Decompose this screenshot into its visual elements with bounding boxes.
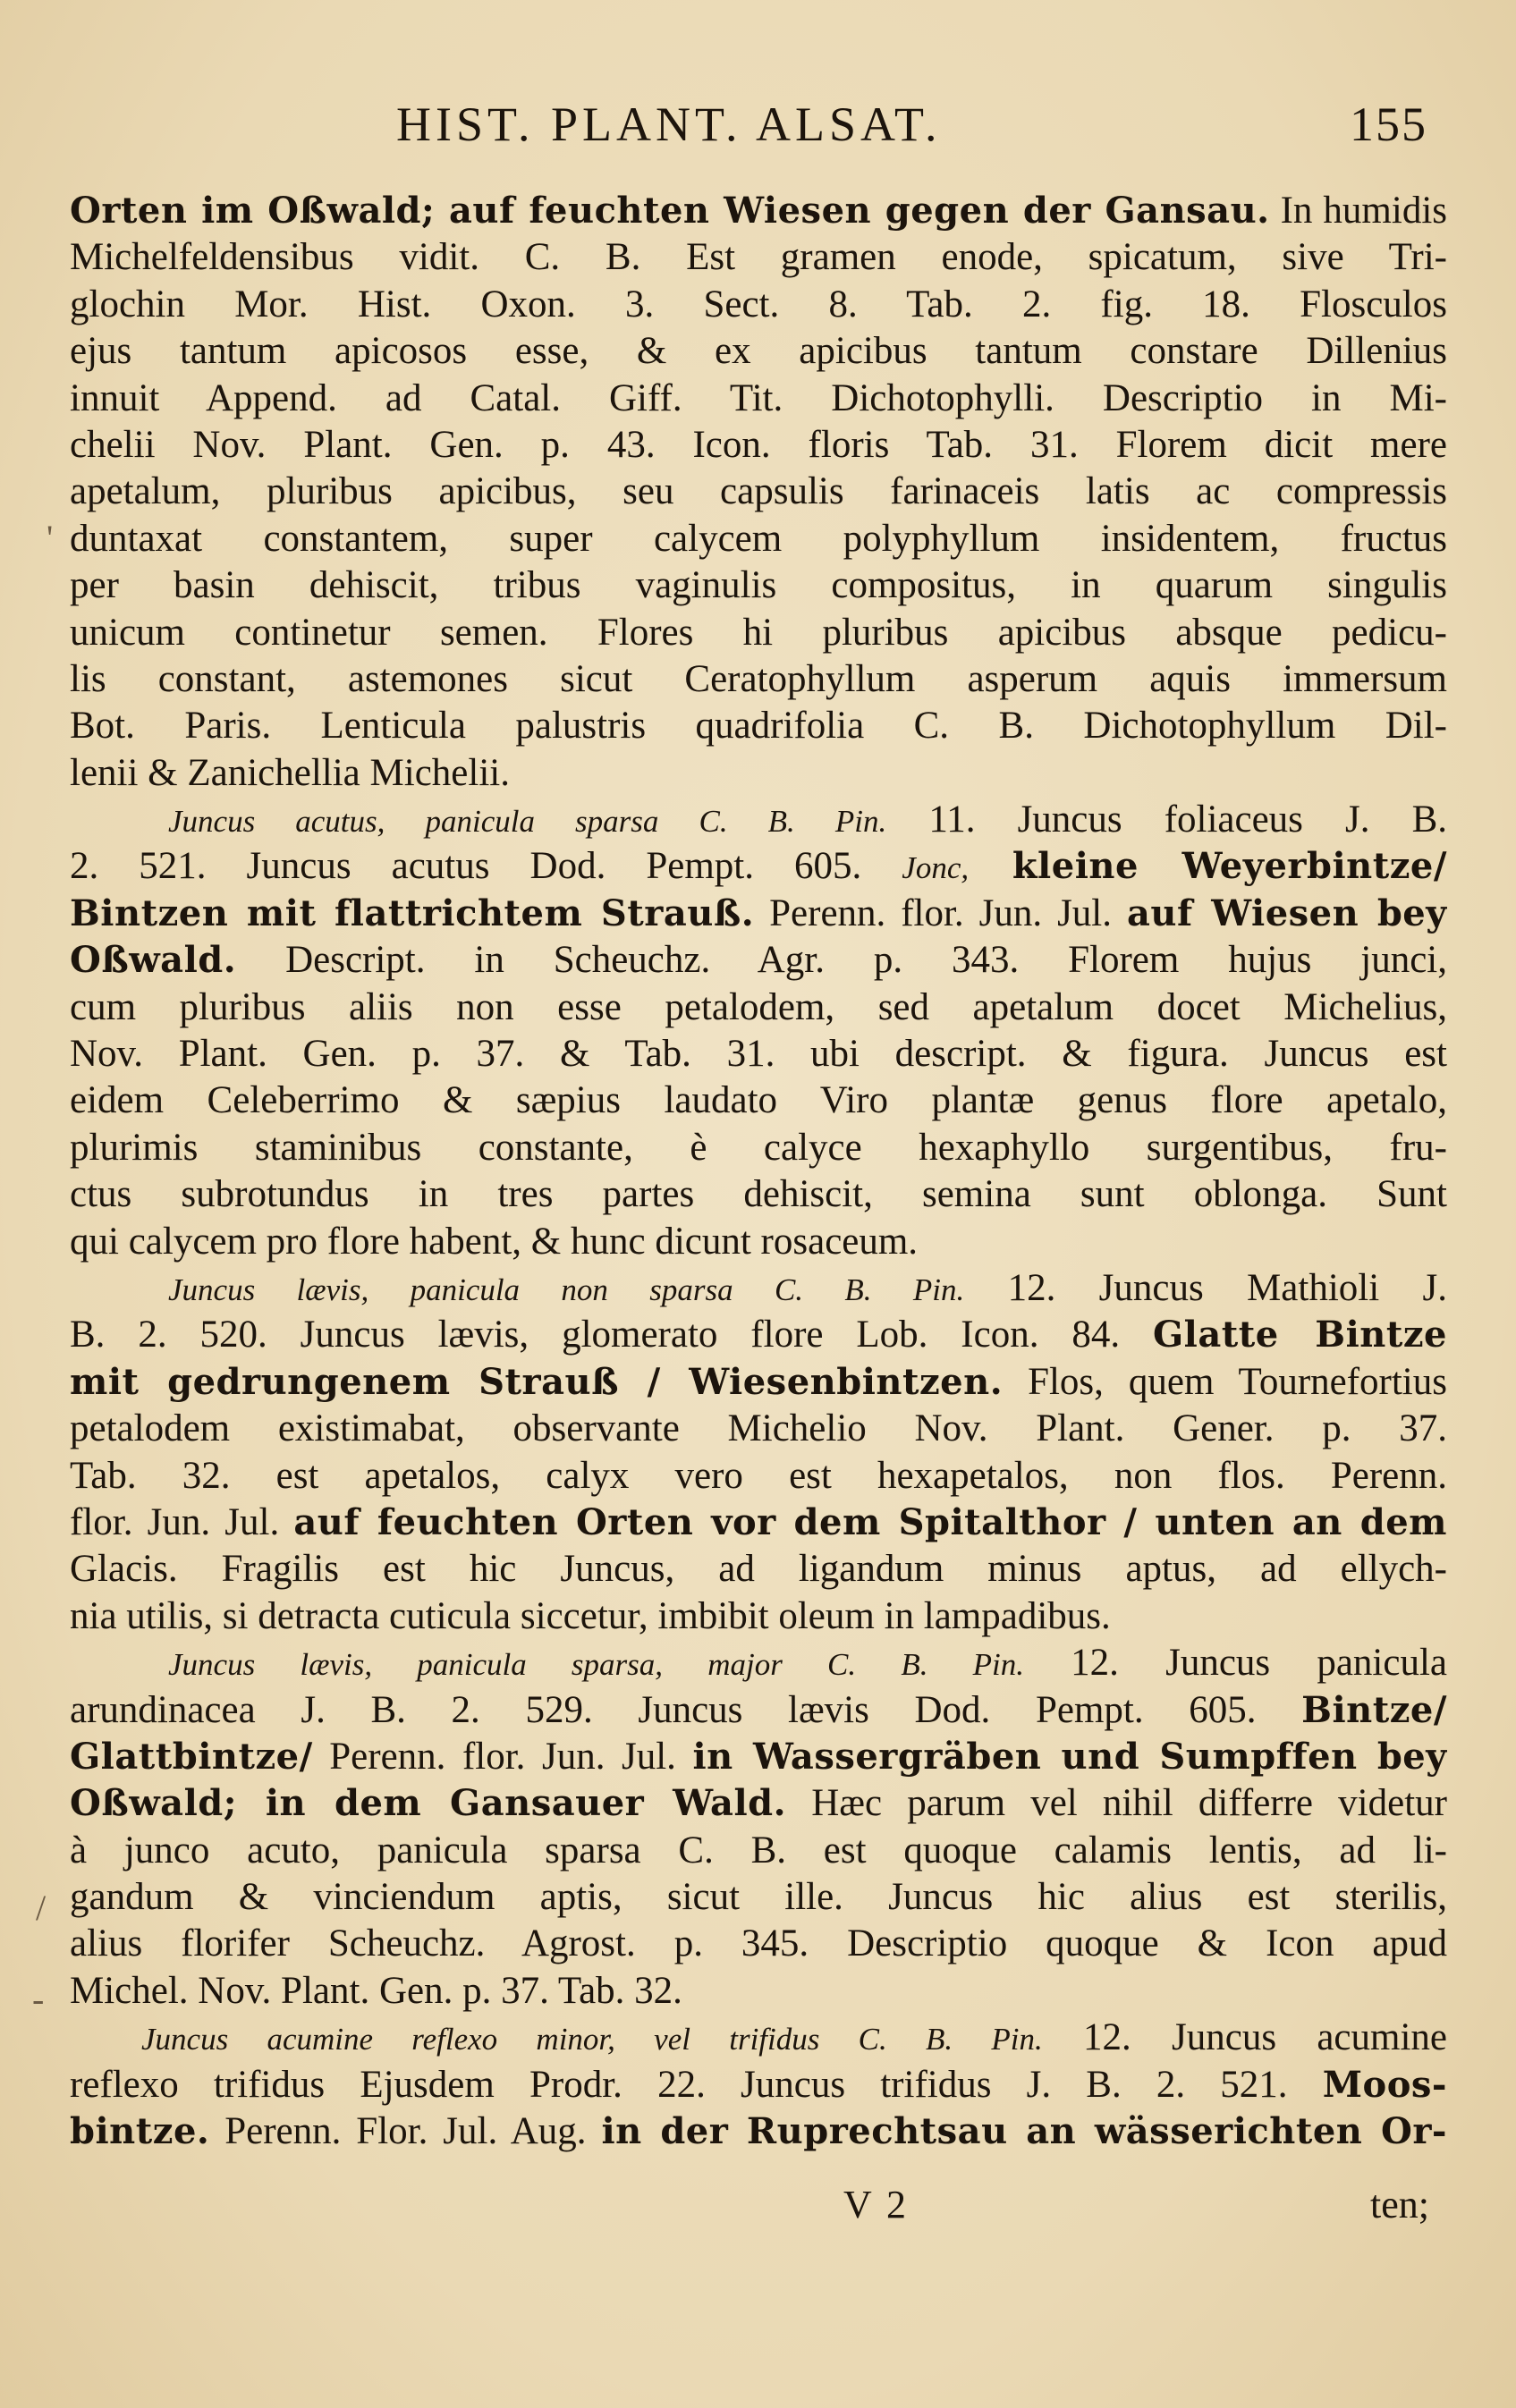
roman-text: Nov. Plant. Gen. p. 37. & Tab. 31. ubi descript. & figura. Juncus est	[70, 1033, 1447, 1076]
italic-text: Juncus acumine reflexo minor, vel trifidus C. B. Pin.	[141, 2022, 1043, 2057]
text-line	[70, 2062, 1447, 2108]
roman-text: Flos, quem Tournefortius	[1003, 1360, 1447, 1403]
text-line	[70, 422, 1447, 469]
text-line	[70, 282, 1447, 328]
fraktur-text: Glatte Bintze	[1153, 1314, 1447, 1356]
roman-text: unicum continetur semen. Flores hi pluribus apicibus absque pedicu-	[70, 611, 1447, 654]
roman-text: glochin Mor. Hist. Oxon. 3. Sect. 8. Tab. 2. fig. 18. Flosculos	[70, 283, 1447, 325]
text-line	[70, 2108, 1447, 2155]
text-line	[70, 1125, 1447, 1171]
roman-text: innuit Append. ad Catal. Giff. Tit. Dichotophylli. Descriptio in Mi-	[70, 376, 1447, 419]
roman-text: chelii Nov. Plant. Gen. p. 43. Icon. floris Tab. 31. Florem dicit mere	[70, 423, 1447, 466]
roman-text: flor. Jun. Jul.	[70, 1500, 294, 1543]
fraktur-text: auf feuchten Orten vor dem Spitalthor / unten an dem	[293, 1500, 1447, 1543]
text-line	[70, 1734, 1447, 1780]
roman-text: gandum & vinciendum aptis, sicut ille. Juncus hic alius est sterilis,	[70, 1876, 1447, 1919]
italic-text: Juncus lævis, panicula sparsa, major C. B. Pin.	[168, 1647, 1024, 1683]
roman-text: reflexo trifidus Ejusdem Prodr. 22. Juncus trifidus J. B. 2. 521.	[70, 2063, 1323, 2106]
roman-text: qui calycem pro flore habent, & hunc dicunt rosaceum.	[70, 1220, 919, 1263]
roman-text: Perenn. flor. Jun. Jul.	[312, 1735, 693, 1778]
text-line	[70, 1359, 1447, 1406]
fraktur-text: kleine Weyerbintze/	[969, 845, 1447, 888]
text-line	[70, 562, 1447, 609]
fraktur-text: in Wassergräben und Sumpffen bey	[692, 1735, 1447, 1778]
signature-mark: V 2	[843, 2183, 909, 2226]
roman-text: Tab. 32. est apetalos, calyx vero est hexapetalos, non flos. Perenn.	[70, 1454, 1447, 1497]
roman-text: 2. 521. Juncus acutus Dod. Pempt. 605.	[70, 845, 902, 888]
fraktur-text: Oßwald; in dem Gansauer Wald.	[70, 1782, 787, 1825]
fraktur-text: Bintze/	[1301, 1688, 1447, 1731]
text-line	[70, 469, 1447, 515]
text-line	[70, 891, 1447, 937]
fraktur-text: Moos-	[1322, 2063, 1447, 2106]
text-line	[70, 1780, 1447, 1827]
text-line	[70, 1171, 1447, 1218]
fraktur-text: Bintzen mit flattrichtem Strauß.	[70, 891, 755, 934]
running-header	[70, 97, 1447, 168]
fraktur-text: in der Ruprechtsau an wässerichten Or-	[601, 2110, 1447, 2153]
roman-text: lis constant, astemones sicut Ceratophyllum asperum aquis immersum	[70, 657, 1447, 700]
text-line	[70, 937, 1447, 984]
roman-text: lenii & Zanichellia Michelii.	[70, 751, 510, 794]
text-line	[70, 1453, 1447, 1500]
text-line	[70, 328, 1447, 375]
roman-text: ejus tantum apicosos esse, & ex apicibus tantum constare Dillenius	[70, 330, 1447, 373]
text-line	[70, 1312, 1447, 1358]
page-footer	[70, 2182, 1447, 2235]
text-line	[70, 797, 1447, 843]
text-line	[70, 1687, 1447, 1734]
text-line	[70, 1265, 1447, 1312]
roman-text: petalodem existimabat, observante Michelio Nov. Plant. Gener. p. 37.	[70, 1407, 1447, 1450]
roman-text: Descript. in Scheuchz. Agr. p. 343. Florem hujus junci,	[236, 939, 1447, 982]
catchword: ten;	[1370, 2183, 1429, 2226]
roman-text: 12. Juncus Mathioli J.	[964, 1266, 1447, 1309]
roman-text: Hæc parum vel nihil differre videtur	[786, 1782, 1447, 1825]
fraktur-text: auf Wiesen bey	[1126, 891, 1447, 934]
fraktur-text: Oßwald.	[70, 939, 237, 982]
text-line	[70, 656, 1447, 703]
margin-tick: /	[36, 1888, 47, 1928]
roman-text: 12. Juncus panicula	[1023, 1642, 1447, 1685]
roman-text: Michel. Nov. Plant. Gen. p. 37. Tab. 32.	[70, 1969, 682, 2012]
roman-text: In humidis	[1269, 190, 1447, 232]
text-line	[70, 1968, 1447, 2015]
page-number: 155	[1350, 97, 1427, 151]
text-line	[70, 1406, 1447, 1452]
roman-text: Perenn. flor. Jun. Jul.	[754, 891, 1127, 934]
fraktur-text: Orten im Oßwald; auf feuchten Wiesen gegen der Gansau.	[70, 190, 1270, 232]
roman-text: per basin dehiscit, tribus vaginulis compositus, in quarum singulis	[70, 564, 1447, 607]
text-line	[70, 1874, 1447, 1921]
text-line	[70, 188, 1447, 234]
running-title: HIST. PLANT. ALSAT.	[396, 97, 942, 151]
roman-text: nia utilis, si detracta cuticula siccetur, imbibit oleum in lampadibus.	[70, 1594, 1111, 1637]
roman-text: Perenn. Flor. Jul. Aug.	[209, 2110, 602, 2153]
roman-text: eidem Celeberrimo & sæpius laudato Viro plantæ genus flore apetalo,	[70, 1079, 1447, 1122]
text-line	[70, 1593, 1447, 1640]
roman-text: Michelfeldensibus vidit. C. B. Est gramen enode, spicatum, sive Tri-	[70, 236, 1447, 279]
margin-tick: '	[47, 518, 54, 558]
italic-text: Juncus acutus, panicula sparsa C. B. Pin.	[168, 804, 887, 840]
roman-text: arundinacea J. B. 2. 529. Juncus lævis Dod. Pempt. 605.	[70, 1688, 1302, 1731]
text-line	[70, 1828, 1447, 1874]
fraktur-text: Glattbintze/	[70, 1735, 313, 1778]
fraktur-text: bintze.	[70, 2110, 210, 2153]
roman-text: B. 2. 520. Juncus lævis, glomerato flore Lob. Icon. 84.	[70, 1314, 1154, 1356]
text-line	[70, 376, 1447, 422]
roman-text: 12. Juncus acumine	[1042, 2016, 1447, 2059]
text-line	[70, 1077, 1447, 1124]
roman-text: Bot. Paris. Lenticula palustris quadrifolia C. B. Dichotophyllum Dil-	[70, 705, 1447, 748]
text-line	[70, 234, 1447, 281]
text-line	[70, 1640, 1447, 1686]
roman-text: ctus subrotundus in tres partes dehiscit, semina sunt oblonga. Sunt	[70, 1173, 1447, 1216]
text-line	[70, 516, 1447, 562]
roman-text: à junco acuto, panicula sparsa C. B. est quoque calamis lentis, ad li-	[70, 1829, 1447, 1871]
text-line	[70, 1500, 1447, 1546]
text-line	[70, 703, 1447, 749]
text-line	[70, 1921, 1447, 1967]
text-line	[70, 1546, 1447, 1593]
text-line	[70, 610, 1447, 656]
page-body-text	[70, 188, 1447, 2155]
text-line	[70, 2015, 1447, 2061]
text-line	[70, 984, 1447, 1031]
text-line	[70, 750, 1447, 797]
roman-text: apetalum, pluribus apicibus, seu capsulis farinaceis latis ac compressis	[70, 470, 1447, 513]
roman-text: cum pluribus aliis non esse petalodem, sed apetalum docet Michelius,	[70, 985, 1447, 1028]
text-line	[70, 1219, 1447, 1265]
roman-text: Glacis. Fragilis est hic Juncus, ad ligandum minus aptus, ad ellych-	[70, 1548, 1447, 1591]
italic-text: Jonc,	[902, 850, 970, 886]
fraktur-text: mit gedrungenem Strauß / Wiesenbintzen.	[70, 1360, 1004, 1403]
text-line	[70, 1031, 1447, 1077]
text-line	[70, 843, 1447, 890]
roman-text: duntaxat constantem, super calycem polyphyllum insidentem, fructus	[70, 517, 1447, 560]
roman-text: alius florifer Scheuchz. Agrost. p. 345. Descriptio quoque & Icon apud	[70, 1922, 1447, 1965]
roman-text: plurimis staminibus constante, è calyce hexaphyllo surgentibus, fru-	[70, 1126, 1447, 1169]
margin-tick: -	[32, 1979, 45, 2019]
roman-text: 11. Juncus foliaceus J. B.	[886, 798, 1447, 841]
italic-text: Juncus lævis, panicula non sparsa C. B. Pin.	[168, 1272, 965, 1307]
